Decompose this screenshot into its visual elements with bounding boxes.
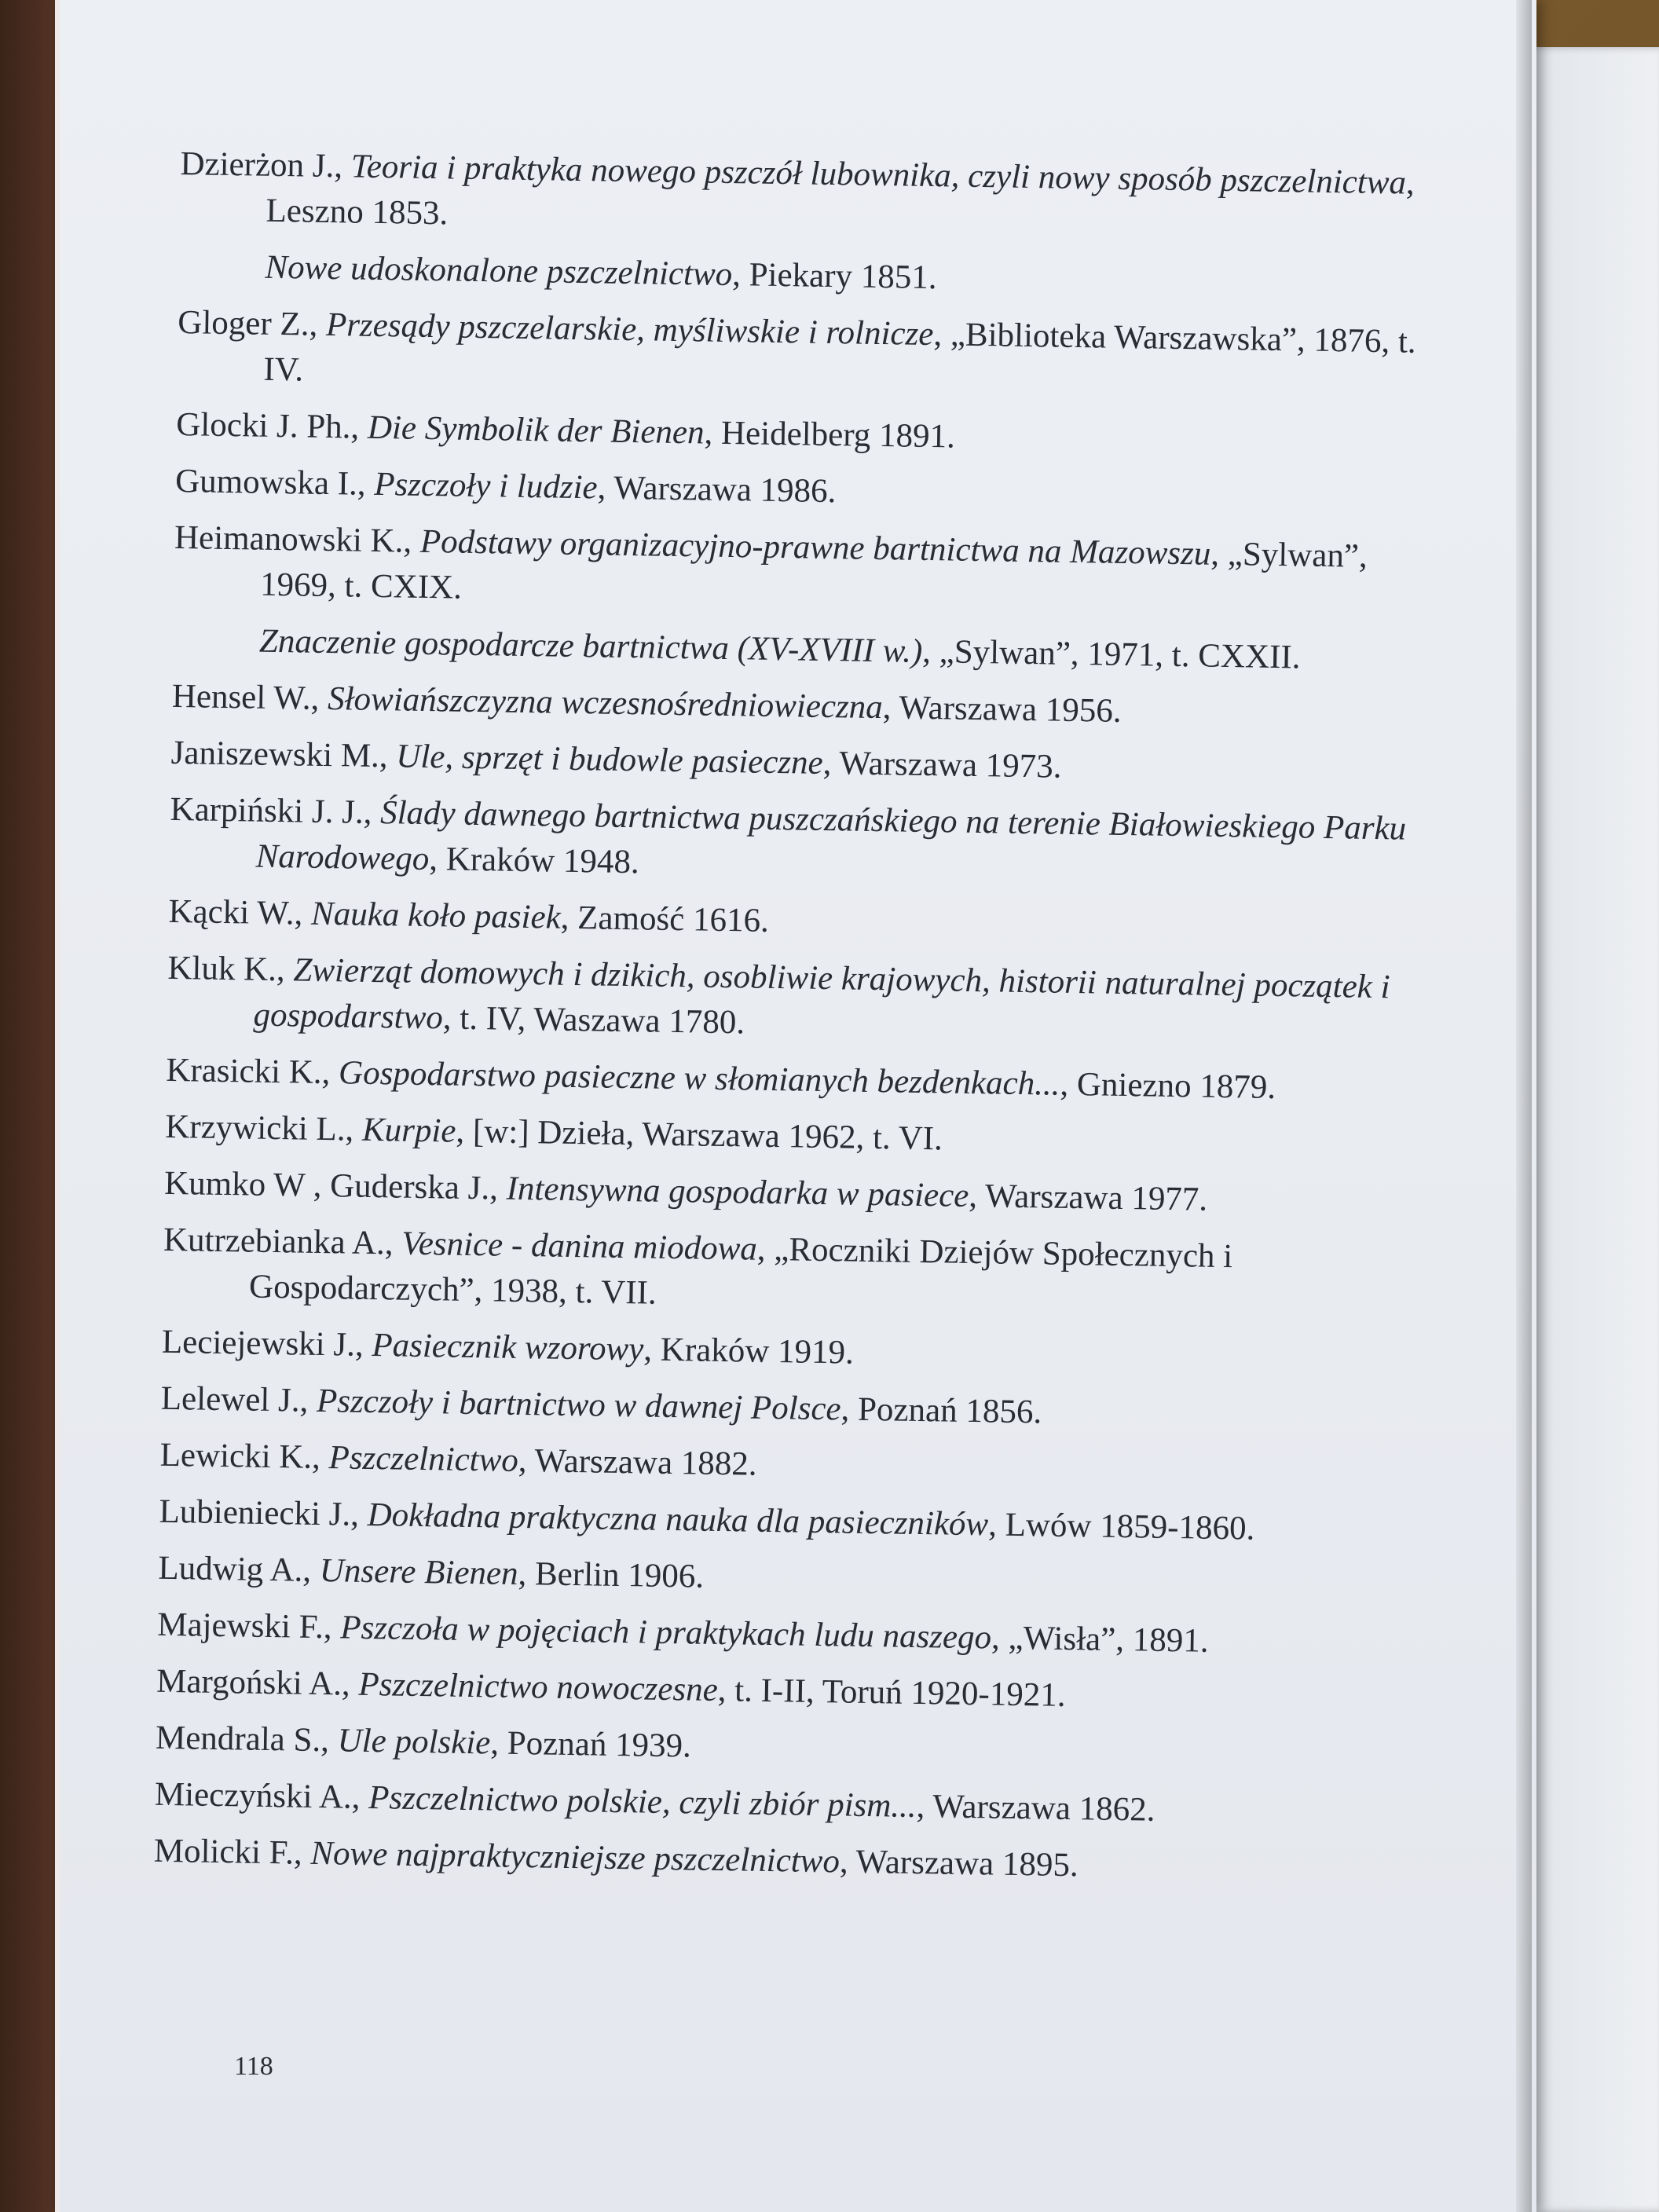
entry-details: , Warszawa 1895. [839, 1843, 1079, 1884]
page-number: 118 [234, 2052, 273, 2081]
bibliography-entry [179, 141, 1422, 252]
entry-details: , „Sylwan”, 1971, t. CXXII. [921, 632, 1301, 676]
entry-title: Pszczelnictwo nowoczesne [358, 1665, 719, 1708]
entry-author: Krasicki K., [166, 1051, 339, 1092]
entry-details: , Kraków 1919. [643, 1331, 855, 1372]
entry-details: , t. I-II, Toruń 1920-1921. [717, 1671, 1066, 1714]
entry-author: Heimanowski K., [174, 518, 421, 560]
bibliography-entry [162, 1320, 1404, 1385]
bibliography-entry [171, 674, 1413, 739]
entry-title: Teoria i praktyka nowego pszczół lubownika, czyli nowy sposób pszczelnictwa [350, 148, 1407, 202]
entry-title: Nowe najpraktyczniejsze pszczelnictwo [310, 1834, 840, 1881]
entry-author: Dzierżon J., [180, 145, 352, 185]
bibliography-entry [156, 1716, 1397, 1781]
entry-title: Pasiecznik wzorowy [372, 1327, 644, 1368]
entry-details: , Gniezno 1879. [1060, 1065, 1276, 1107]
entry-details: , t. IV, Waszawa 1780. [442, 999, 745, 1042]
entry-details: , Zamość 1616. [560, 899, 770, 939]
entry-author: Hensel W., [171, 677, 328, 718]
entry-title: Pszczelnictwo [328, 1439, 519, 1479]
entry-title: Nauka koło pasiek [310, 895, 562, 936]
entry-details: , „Roczniki Dziejów Społecznych i Gospodarczych”, 1938, t. VII. [248, 1230, 1233, 1312]
bibliography-entry [163, 1218, 1405, 1328]
bibliography-entry [176, 402, 1418, 467]
entry-author: Kumko W , Guderska J., [163, 1164, 507, 1207]
entry-details: , „Sylwan”, 1969, t. CXIX. [259, 535, 1368, 606]
bibliography-entry [157, 1602, 1399, 1668]
bibliography-entry [156, 1659, 1398, 1724]
bibliography-entry [164, 1161, 1406, 1226]
entry-author: Leciejewski J., [161, 1323, 372, 1364]
entry-title: Ule polskie [337, 1722, 491, 1762]
entry-details: , „Biblioteka Warszawska”, 1876, t. IV. [263, 316, 1417, 389]
entry-details: , Poznań 1856. [840, 1390, 1042, 1431]
entry-title: Pszczoły i bartnictwo w dawnej Polsce [316, 1382, 841, 1428]
entry-details: , Warszawa 1882. [518, 1441, 758, 1483]
entry-details: , [w:] Dzieła, Warszawa 1962, t. VI. [456, 1112, 943, 1158]
entry-author: Lewicki K., [159, 1436, 330, 1477]
entry-title: Die Symbolik der Bienen [367, 408, 705, 452]
entry-title: Słowiańszczyzna wczesnośredniowieczna [327, 680, 884, 727]
entry-title: Ślady dawnego bartnictwa puszczańskiego na terenie Białowieskiego Parku Narodowego [255, 794, 1407, 878]
bibliography-entry [167, 946, 1409, 1057]
entry-title: Znaczenie gospodarcze bartnictwa (XV-XVIII w.) [258, 622, 923, 670]
entry-details: , Kraków 1948. [428, 840, 640, 881]
entry-title: Zwierząt domowych i dzikich, osobliwie krajowych, historii naturalnej początek i gospodarstwo [253, 951, 1390, 1037]
bibliography-list [153, 141, 1422, 1905]
entry-author: Gloger Z., [178, 303, 327, 343]
bibliography-entry [159, 1489, 1401, 1555]
entry-author: Mendrala S., [155, 1719, 339, 1760]
bibliography-entry [177, 300, 1419, 411]
entry-author: Krzywicki L., [164, 1108, 363, 1148]
entry-author: Lubieniecki J., [159, 1492, 368, 1533]
entry-title: Podstawy organizacyjno-prawne bartnictwa na Mazowszu [419, 522, 1211, 573]
bibliography-entry [159, 1433, 1401, 1498]
entry-details: , „Wisła”, 1891. [991, 1619, 1209, 1660]
entry-details: , Warszawa 1956. [882, 689, 1122, 730]
entry-details: , Leszno 1853. [266, 164, 1415, 233]
entry-title: Kurpie [361, 1111, 456, 1150]
entry-title: Pszczelnictwo polskie, czyli zbiór pism... [368, 1779, 917, 1825]
entry-details: , Poznań 1939. [489, 1724, 692, 1765]
entry-author: Kutrzebianka A., [163, 1221, 402, 1262]
bibliography-entry [166, 1048, 1408, 1113]
bibliography-entry [168, 889, 1410, 954]
bibliography-entry [153, 1829, 1395, 1894]
entry-details: , Warszawa 1977. [968, 1177, 1208, 1218]
entry-author: Ludwig A., [158, 1549, 320, 1590]
entry-details: , Warszawa 1862. [916, 1787, 1155, 1829]
bibliography-entry [165, 1104, 1407, 1170]
entry-details: , Berlin 1906. [518, 1555, 705, 1595]
page-edge-shadow [1516, 0, 1532, 2212]
entry-details: , Warszawa 1986. [597, 469, 837, 511]
entry-title: Vesnice - danina miodowa [401, 1225, 758, 1268]
bibliography-entry [173, 617, 1415, 683]
entry-author: Glocki J. Ph., [175, 405, 368, 446]
bibliography-entry [175, 459, 1417, 524]
entry-details: , Lwów 1859-1860. [987, 1506, 1255, 1547]
entry-title: Przesądy pszczelarskie, myśliwskie i rolnicze [325, 306, 934, 353]
entry-details: , Warszawa 1973. [822, 744, 1062, 786]
entry-author: Karpiński J. J., [170, 790, 381, 832]
entry-author: Lelewel J., [160, 1379, 317, 1419]
entry-title: Intensywna gospodarka w pasiece [506, 1170, 969, 1214]
bibliography-entry [158, 1546, 1400, 1611]
bibliography-entry [169, 787, 1412, 898]
entry-author: Mieczyński A., [154, 1775, 369, 1817]
bibliography-entry [160, 1376, 1402, 1441]
entry-author: Molicki F., [153, 1832, 311, 1872]
entry-author: Majewski F., [156, 1606, 341, 1646]
entry-details: , Heidelberg 1891. [704, 414, 956, 456]
bibliography-entry [154, 1772, 1396, 1837]
entry-author: Margoński A., [156, 1662, 359, 1703]
entry-author: Kluk K., [167, 949, 294, 989]
bibliography-entry [178, 244, 1420, 309]
entry-author: Gumowska I., [174, 462, 375, 503]
entry-title: Dokładna praktyczna nauka dla pasieczników [367, 1496, 989, 1544]
entry-title: Gospodarstwo pasieczne w słomianych bezdenkach... [338, 1054, 1060, 1103]
entry-title: Pszczoły i ludzie [374, 465, 598, 507]
entry-title: Nowe udoskonalone pszczelnictwo [265, 248, 733, 294]
bibliography-entry [170, 731, 1412, 796]
entry-title: Pszczoła w pojęciach i praktykach ludu naszego [340, 1609, 992, 1657]
entry-title: Ule, sprzęt i budowle pasieczne [396, 738, 824, 782]
bibliography-entry [174, 515, 1416, 626]
entry-author: Janiszewski M., [170, 734, 397, 775]
entry-details: , Piekary 1851. [731, 256, 937, 297]
entry-author: Kącki W., [168, 892, 312, 932]
entry-title: Unsere Bienen [319, 1552, 518, 1592]
